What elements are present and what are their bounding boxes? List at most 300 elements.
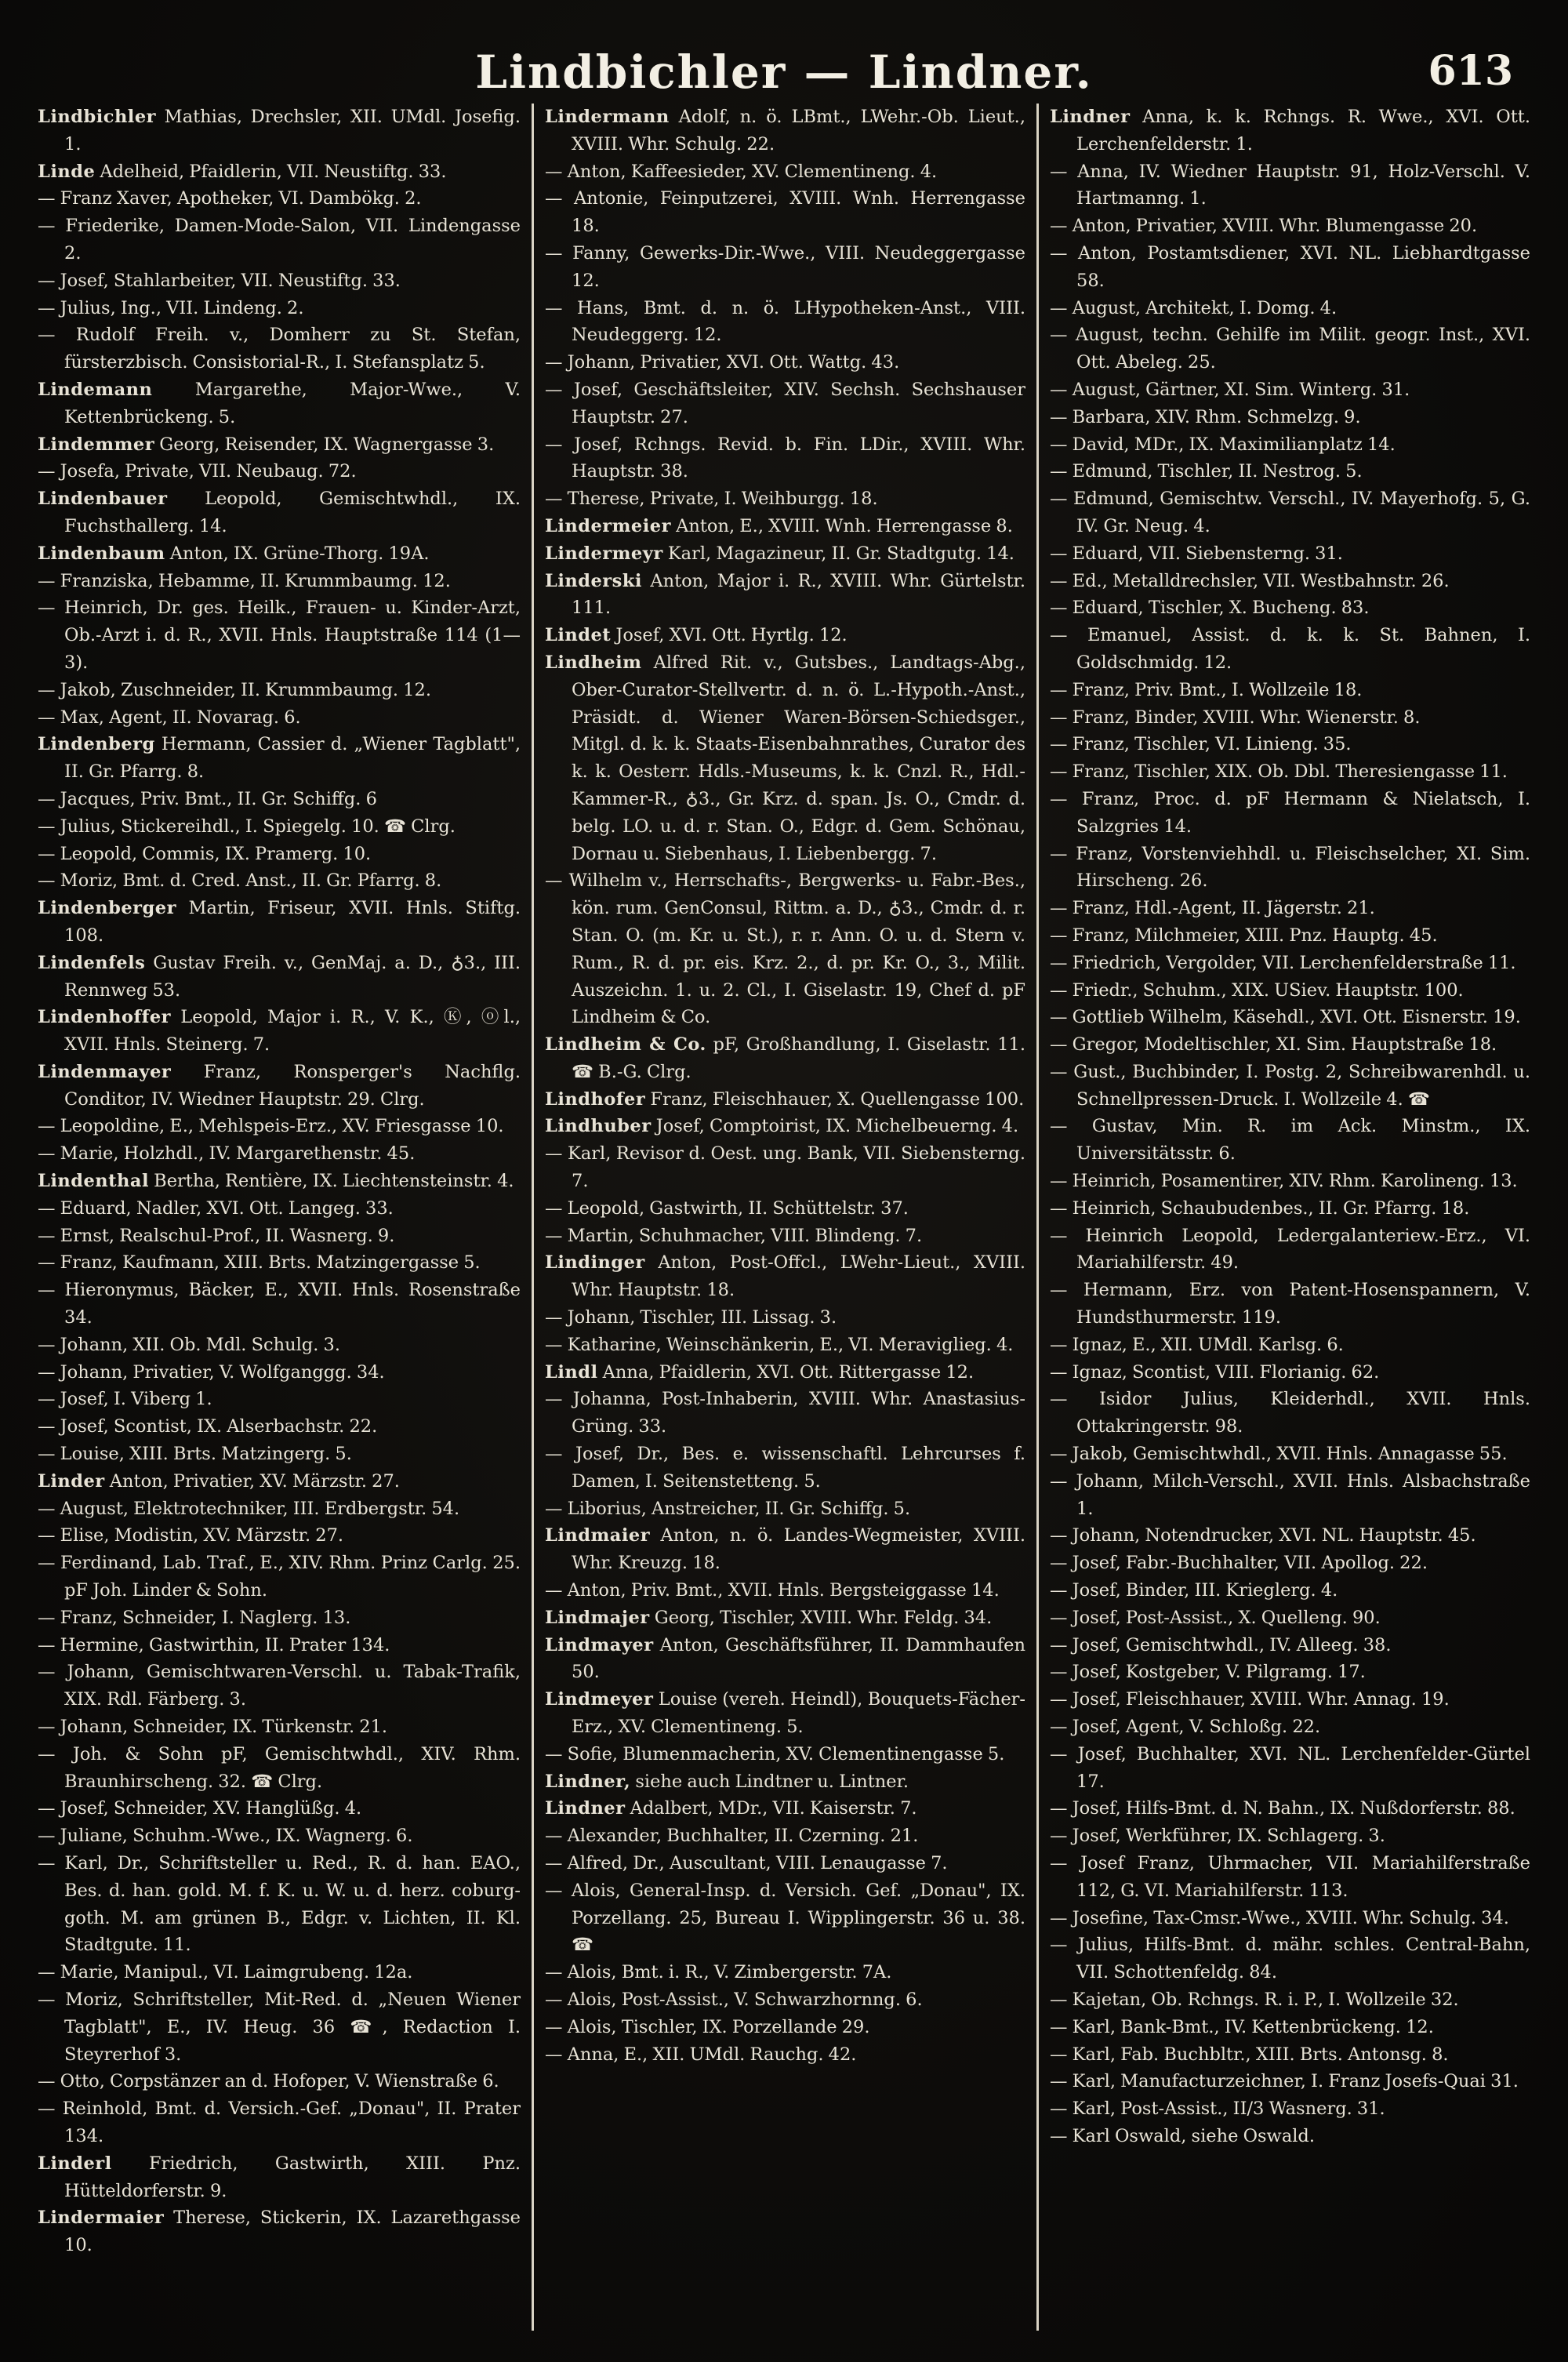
entry-dash: — xyxy=(38,1607,56,1628)
entry-dash: — xyxy=(1050,1197,1068,1219)
entry-details: Anna, E., XII. UMdl. Rauchg. 42. xyxy=(562,2044,857,2065)
entry-dash: — xyxy=(1050,679,1068,700)
entry-dash: — xyxy=(1050,570,1068,591)
directory-entry xyxy=(1050,786,1530,841)
directory-entry xyxy=(545,867,1025,1031)
entry-dash: — xyxy=(1050,1007,1068,1028)
directory-entry xyxy=(545,1577,1025,1604)
entry-details: Gustav, Min. R. im Ack. Minstm., IX. Universitätsstr. 6. xyxy=(1067,1116,1530,1165)
directory-entry xyxy=(1050,1604,1530,1632)
entry-details: Franziska, Hebamme, II. Krummbaumg. 12. xyxy=(55,570,451,591)
entry-details: Fanny, Gewerks-Dir.-Wwe., VIII. Neudeggergasse 12. xyxy=(562,242,1025,291)
entry-dash: — xyxy=(545,489,563,510)
entry-dash: — xyxy=(545,161,563,182)
entry-dash: — xyxy=(1050,297,1068,318)
entry-details: David, MDr., IX. Maximilianplatz 14. xyxy=(1067,434,1396,455)
directory-entry xyxy=(38,1386,521,1413)
directory-entry xyxy=(545,1522,1025,1577)
entry-details: Kajetan, Ob. Rchngs. R. i. P., I. Wollzeile 32. xyxy=(1067,1989,1459,2010)
entry-details: Josef Franz, Uhrmacher, VII. Mariahilferstraße 112, G. VI. Mariahilferstr. 113. xyxy=(1067,1853,1530,1901)
entry-dash: — xyxy=(545,1197,563,1219)
directory-entry xyxy=(545,568,1025,623)
entry-details: Karl, Dr., Schriftsteller u. Red., R. d. han. EAO., Bes. d. han. gold. M. f. K. u. W. u. d. herz. coburg-goth. M. am grünen B., Edgr. v. Lichten, II. Kl. Stadtgute. 11. xyxy=(55,1853,521,1956)
entry-surname: Lindbichler xyxy=(38,107,157,127)
entry-dash: — xyxy=(1050,625,1068,646)
entry-dash: — xyxy=(38,1853,56,1873)
entry-details: Antonie, Feinputzerei, XVIII. Wnh. Herrengasse 18. xyxy=(562,188,1025,237)
entry-details: Josef, Binder, III. Krieglerg. 4. xyxy=(1067,1580,1338,1601)
directory-entry xyxy=(38,458,521,485)
directory-entry xyxy=(38,431,521,459)
entry-details: Edmund, Gemischtw. Verschl., IV. Mayerhofg. 5, G. IV. Gr. Neug. 4. xyxy=(1067,489,1530,536)
directory-entry xyxy=(1050,295,1530,322)
directory-entry xyxy=(545,104,1025,158)
entry-surname: Lindinger xyxy=(545,1252,645,1274)
entry-dash: — xyxy=(38,1798,56,1819)
entry-surname: Lindenberger xyxy=(38,898,176,919)
directory-entry xyxy=(38,1059,521,1114)
entry-details: Gust., Buchbinder, I. Postg. 2, Schreibwarenhdl. u. Schnellpressen-Druck. I. Wollzeile 4. ☎ xyxy=(1067,1061,1530,1110)
directory-entry xyxy=(545,158,1025,186)
directory-entry xyxy=(545,1604,1025,1632)
entry-details: Jakob, Gemischtwhdl., XVII. Hnls. Annagasse 55. xyxy=(1067,1444,1508,1465)
directory-entry xyxy=(1050,1277,1530,1332)
directory-entry xyxy=(545,1332,1025,1359)
entry-dash: — xyxy=(545,242,563,263)
directory-entry xyxy=(38,1986,521,2068)
entry-details: Alois, Bmt. i. R., V. Zimbergerstr. 7A. xyxy=(562,1962,892,1983)
entry-dash: — xyxy=(1050,1280,1068,1301)
entry-dash: — xyxy=(38,1197,56,1219)
entry-details: Anton, Geschäftsführer, II. Dammhaufen 50. xyxy=(572,1634,1025,1683)
entry-dash: — xyxy=(38,216,56,237)
entry-details: Josef, Schneider, XV. Hanglüßg. 4. xyxy=(55,1798,362,1819)
entry-dash: — xyxy=(545,1580,563,1601)
directory-entry xyxy=(1050,1986,1530,2014)
directory-entry xyxy=(38,1604,521,1632)
entry-details: August, techn. Gehilfe im Milit. geogr. Inst., XVI. Ott. Abeleg. 25. xyxy=(1067,325,1530,373)
directory-entry xyxy=(545,1959,1025,1986)
entry-details: Friedrich, Gastwirth, XIII. Pnz. Hütteldorferstr. 9. xyxy=(64,2153,521,2201)
directory-entry xyxy=(545,431,1025,486)
entry-details: August, Elektrotechniker, III. Erdbergstr. 54. xyxy=(55,1498,460,1519)
directory-entry xyxy=(38,1959,521,1986)
entry-details: Julius, Ing., VII. Lindeng. 2. xyxy=(55,297,304,318)
entry-details: Leopold, Major i. R., V. K., Ⓚ, ⓞl., XVII. Hnls. Steinerg. 7. xyxy=(64,1007,521,1056)
directory-entry xyxy=(1050,2041,1530,2069)
entry-dash: — xyxy=(545,1989,563,2010)
entry-dash: — xyxy=(1050,1171,1068,1192)
entry-details: Karl Oswald, siehe Oswald. xyxy=(1067,2125,1315,2146)
entry-details: Barbara, XIV. Rhm. Schmelzg. 9. xyxy=(1067,406,1361,427)
column-right xyxy=(1036,104,1541,2331)
directory-entry xyxy=(1050,1822,1530,1850)
directory-entry xyxy=(38,1113,521,1140)
directory-entry xyxy=(38,731,521,786)
entry-details: Josef, Stahlarbeiter, VII. Neustiftg. 33. xyxy=(55,270,401,291)
entry-details: Leopold, Commis, IX. Pramerg. 10. xyxy=(55,843,372,864)
entry-dash: — xyxy=(38,570,56,591)
entry-details: Friedrich, Vergolder, VII. Lerchenfelderstraße 11. xyxy=(1067,952,1516,973)
entry-details: Elise, Modistin, XV. Märzstr. 27. xyxy=(55,1525,344,1546)
entry-details: Leopold, Gastwirth, II. Schüttelstr. 37. xyxy=(562,1197,909,1219)
directory-entry xyxy=(545,649,1025,867)
directory-entry xyxy=(38,677,521,704)
entry-dash: — xyxy=(38,1634,56,1655)
directory-entry xyxy=(38,1332,521,1359)
entry-details: Josef, Rchngs. Revid. b. Fin. LDir., XVIII. Whr. Hauptstr. 38. xyxy=(562,434,1025,482)
directory-entry xyxy=(1050,2123,1530,2150)
entry-details: Josef, Gemischtwhdl., IV. Alleeg. 38. xyxy=(1067,1634,1392,1655)
entry-dash: — xyxy=(38,1444,56,1465)
entry-dash: — xyxy=(38,870,56,892)
entry-dash: — xyxy=(38,297,56,318)
entry-details: Wilhelm v., Herrschafts-, Bergwerks- u. Fabr.-Bes., kön. rum. GenConsul, Rittm. a. D., ♁3., Cmdr. d. r. Stan. O. (m. Kr. u. St.), r. r. Ann. O. u. d. Stern v. Rum., R. d. pr. eis. Krz. 2., d. pr. Kr. O., 3., Milit. Auszeichn. 1. u. 2. Cl., I. Giselastr. 19, Chef d. pF Lindheim & Co. xyxy=(562,870,1025,1028)
directory-entry xyxy=(1050,1332,1530,1359)
entry-dash: — xyxy=(1050,1717,1068,1738)
entry-details: Ernst, Realschul-Prof., II. Wasnerg. 9. xyxy=(55,1225,395,1246)
page-number: 613 xyxy=(1428,47,1513,95)
entry-details: Eduard, Nadler, XVI. Ott. Langeg. 33. xyxy=(55,1197,394,1219)
entry-dash: — xyxy=(545,1444,563,1465)
entry-dash: — xyxy=(545,188,563,209)
entry-surname: Lindner xyxy=(545,1798,626,1819)
entry-details: Franz Xaver, Apotheker, VI. Dambökg. 2. xyxy=(55,188,422,209)
directory-entry xyxy=(38,1359,521,1386)
entry-dash: — xyxy=(38,1225,56,1246)
entry-details: Hermine, Gastwirthin, II. Prater 134. xyxy=(55,1634,390,1655)
entry-surname: Lindmaier xyxy=(545,1525,651,1546)
entry-dash: — xyxy=(38,1553,56,1574)
entry-details: Friederike, Damen-Mode-Salon, VII. Lindengasse 2. xyxy=(55,216,521,263)
entry-details: Anton, Postamtsdiener, XVI. NL. Liebhardtgasse 58. xyxy=(1067,242,1530,291)
entry-dash: — xyxy=(545,1143,563,1165)
entry-details: Alfred Rit. v., Gutsbes., Landtags-Abg., Ober-Curator-Stellvertr. d. n. ö. L.-Hypoth.-Anst., Präsidt. d. Wiener Waren-Börsen-Schiedsger., Mitgl. d. k. k. Staats-Eisenbahnrathes, Curator des k. k. Oesterr. Hdls.-Museums, k. k. Cnzl. R., Hdl.-Kammer-R., ♁3., Gr. Krz. d. span. Js. O., Cmdr. d. belg. LO. u. d. r. Stan. O., Edgr. d. Gem. Schönau, Dornau u. Siebenhaus, I. Liebenbergg. 7. xyxy=(572,652,1025,864)
entry-dash: — xyxy=(1050,242,1068,263)
entry-details: Anna, Pfaidlerin, XVI. Ott. Rittergasse 12. xyxy=(597,1361,975,1383)
directory-entry xyxy=(1050,977,1530,1005)
directory-entry xyxy=(545,1195,1025,1223)
directory-entry xyxy=(545,1741,1025,1768)
entry-details: Juliane, Schuhm.-Wwe., IX. Wagnerg. 6. xyxy=(55,1826,413,1847)
entry-details: Anton, E., XVIII. Wnh. Herrengasse 8. xyxy=(670,515,1013,536)
entry-dash: — xyxy=(1050,788,1068,809)
entry-dash: — xyxy=(1050,925,1068,946)
directory-entry xyxy=(38,376,521,431)
entry-details: Anton, Privatier, XVIII. Whr. Blumengasse 20. xyxy=(1067,216,1478,237)
entry-details: Sofie, Blumenmacherin, XV. Clementinengasse 5. xyxy=(562,1743,1005,1764)
entry-dash: — xyxy=(1050,2016,1068,2037)
entry-surname: Lindner, xyxy=(545,1771,631,1792)
directory-entry xyxy=(1050,431,1530,459)
entry-details: August, Gärtner, XI. Sim. Winterg. 31. xyxy=(1067,379,1410,400)
entry-dash: — xyxy=(1050,1444,1068,1465)
directory-entry xyxy=(545,376,1025,431)
entry-details: Alois, General-Insp. d. Versich. Gef. „Donau", IX. Porzellang. 25, Bureau I. Wipplingerstr. 36 u. 38. ☎ xyxy=(562,1880,1025,1956)
entry-dash: — xyxy=(1050,1225,1068,1246)
entry-dash: — xyxy=(1050,1935,1068,1956)
entry-details: Alois, Tischler, IX. Porzellande 29. xyxy=(562,2016,870,2037)
directory-entry xyxy=(545,1495,1025,1523)
entry-surname: Lindenmayer xyxy=(38,1061,172,1082)
entry-dash: — xyxy=(1050,325,1068,346)
directory-entry xyxy=(38,185,521,213)
entry-dash: — xyxy=(38,1334,56,1355)
entry-details: Mathias, Drechsler, XII. UMdl. Josefig. 1. xyxy=(64,107,521,154)
entry-dash: — xyxy=(1050,898,1068,919)
entry-dash: — xyxy=(1050,216,1068,237)
directory-entry xyxy=(1050,677,1530,704)
entry-details: Karl, Manufacturzeichner, I. Franz Josefs-Quai 31. xyxy=(1067,2071,1519,2092)
entry-details: Hans, Bmt. d. n. ö. LHypotheken-Anst., VIII. Neudeggerg. 12. xyxy=(562,297,1025,346)
entry-surname: Linderl xyxy=(38,2153,112,2174)
entry-surname: Lindl xyxy=(545,1361,598,1383)
directory-entry xyxy=(1050,950,1530,977)
entry-dash: — xyxy=(38,1280,56,1301)
entry-details: Franz, Proc. d. pF Hermann & Nielatsch, I. Salzgries 14. xyxy=(1067,788,1530,837)
entry-details: Anton, Kaffeesieder, XV. Clementineng. 4. xyxy=(562,161,938,182)
directory-entry xyxy=(1050,1741,1530,1796)
entry-details: Leopoldine, E., Mehlspeis-Erz., XV. Friesgasse 10. xyxy=(55,1116,504,1137)
directory-entry xyxy=(38,1522,521,1550)
directory-entry xyxy=(545,1140,1025,1195)
entry-details: Georg, Tischler, XVIII. Whr. Feldg. 34. xyxy=(649,1607,993,1628)
directory-entry xyxy=(1050,2095,1530,2123)
entry-dash: — xyxy=(1050,734,1068,755)
directory-entry xyxy=(1050,213,1530,240)
directory-entry xyxy=(1050,404,1530,431)
entry-details: Karl, Magazineur, II. Gr. Stadtgutg. 14. xyxy=(662,543,1014,564)
entry-dash: — xyxy=(38,1525,56,1546)
entry-details: Max, Agent, II. Novarag. 6. xyxy=(55,707,301,728)
directory-entry xyxy=(38,104,521,158)
directory-entry xyxy=(1050,1168,1530,1195)
entry-details: Josefa, Private, VII. Neubaug. 72. xyxy=(55,461,357,482)
entry-details: Josef, Fabr.-Buchhalter, VII. Apollog. 22. xyxy=(1067,1553,1428,1574)
directory-entry xyxy=(38,295,521,322)
entry-details: Franz, Priv. Bmt., I. Wollzeile 18. xyxy=(1067,679,1363,700)
directory-entry xyxy=(38,1168,521,1195)
entry-surname: Lindheim xyxy=(545,652,642,673)
directory-entry xyxy=(38,1659,521,1713)
entry-details: Bertha, Rentière, IX. Liechtensteinstr. 4. xyxy=(149,1171,514,1192)
directory-entry xyxy=(38,1822,521,1850)
directory-entry xyxy=(38,1249,521,1277)
directory-entry xyxy=(1050,622,1530,677)
entry-dash: — xyxy=(1050,379,1068,400)
entry-details: Karl, Revisor d. Oest. ung. Bank, VII. Siebensterng. 7. xyxy=(562,1143,1025,1192)
entry-dash: — xyxy=(38,816,56,837)
directory-entry xyxy=(38,813,521,841)
entry-details: Joh. & Sohn pF, Gemischtwhdl., XIV. Rhm. Braunhirscheng. 32. ☎ Clrg. xyxy=(55,1743,521,1792)
entry-dash: — xyxy=(38,188,56,209)
entry-details: Leopold, Gemischtwhdl., IX. Fuchsthallerg. 14. xyxy=(64,489,521,536)
entry-details: Ignaz, Scontist, VIII. Florianig. 62. xyxy=(1067,1361,1380,1383)
entry-dash: — xyxy=(1050,1826,1068,1847)
entry-details: Josef, XVI. Ott. Hyrtlg. 12. xyxy=(611,625,848,646)
entry-details: Johanna, Post-Inhaberin, XVIII. Whr. Anastasius-Grüng. 33. xyxy=(562,1389,1025,1437)
entry-dash: — xyxy=(1050,761,1068,783)
entry-details: Anton, Priv. Bmt., XVII. Hnls. Bergsteiggasse 14. xyxy=(562,1580,1000,1601)
directory-entry xyxy=(545,1768,1025,1796)
entry-dash: — xyxy=(1050,434,1068,455)
directory-entry xyxy=(545,1386,1025,1441)
directory-entry xyxy=(1050,2068,1530,2095)
entry-details: Josefine, Tax-Cmsr.-Wwe., XVIII. Whr. Schulg. 34. xyxy=(1067,1907,1509,1928)
directory-entry xyxy=(38,867,521,895)
entry-details: Ed., Metalldrechsler, VII. Westbahnstr. 26. xyxy=(1067,570,1450,591)
directory-entry xyxy=(545,1686,1025,1741)
entry-dash: — xyxy=(1050,1907,1068,1928)
entry-surname: Lindenthal xyxy=(38,1171,150,1192)
entry-surname: Lindermeier xyxy=(545,515,671,536)
entry-details: Alfred, Dr., Auscultant, VIII. Lenaugasse 7. xyxy=(562,1853,948,1873)
entry-details: Louise, XIII. Brts. Matzingerg. 5. xyxy=(55,1444,352,1465)
entry-dash: — xyxy=(545,434,563,455)
entry-dash: — xyxy=(1050,2044,1068,2065)
entry-details: Franz, Tischler, VI. Linieng. 35. xyxy=(1067,734,1352,755)
entry-details: Karl, Fab. Buchbltr., XIII. Brts. Antonsg. 8. xyxy=(1067,2044,1449,2065)
directory-entry xyxy=(545,513,1025,540)
entry-surname: Linderski xyxy=(545,570,642,591)
entry-details: Liborius, Anstreicher, II. Gr. Schiffg. 5. xyxy=(562,1498,911,1519)
entry-surname: Lindet xyxy=(545,625,612,646)
entry-surname: Lindemmer xyxy=(38,434,155,455)
entry-dash: — xyxy=(545,297,563,318)
entry-dash: — xyxy=(38,1662,56,1683)
directory-entry xyxy=(38,1713,521,1741)
directory-entry xyxy=(38,1441,521,1468)
entry-dash: — xyxy=(1050,1389,1068,1410)
entry-details: Ignaz, E., XII. UMdl. Karlsg. 6. xyxy=(1067,1334,1344,1355)
entry-details: Johann, Schneider, IX. Türkenstr. 21. xyxy=(55,1717,388,1738)
directory-entry xyxy=(545,1822,1025,1850)
directory-entry xyxy=(1050,1441,1530,1468)
directory-entry xyxy=(1050,540,1530,568)
directory-entry xyxy=(1050,758,1530,786)
entry-dash: — xyxy=(1050,2099,1068,2120)
directory-entry xyxy=(38,2068,521,2095)
directory-entry xyxy=(38,158,521,186)
directory-entry xyxy=(1050,568,1530,595)
directory-entry xyxy=(1050,731,1530,758)
entry-details: Otto, Corpstänzer an d. Hofoper, V. Wienstraße 6. xyxy=(55,2071,499,2092)
entry-dash: — xyxy=(38,1498,56,1519)
entry-details: August, Architekt, I. Domg. 4. xyxy=(1067,297,1338,318)
directory-entry xyxy=(1050,2014,1530,2041)
entry-details: Reinhold, Bmt. d. Versich.-Gef. „Donau", II. Prater 134. xyxy=(55,2099,521,2146)
entry-details: Johann, Tischler, III. Lissag. 3. xyxy=(562,1307,837,1328)
directory-entry xyxy=(1050,322,1530,376)
entry-surname: Lindhuber xyxy=(545,1116,652,1137)
entry-dash: — xyxy=(1050,2125,1068,2146)
entry-surname: Linde xyxy=(38,161,96,182)
entry-details: Josef, Dr., Bes. e. wissenschaftl. Lehrcurses f. Damen, I. Seitenstetteng. 5. xyxy=(562,1444,1025,1492)
entry-details: Johann, Milch-Verschl., XVII. Hnls. Alsbachstraße 1. xyxy=(1067,1470,1530,1519)
entry-details: Hermann, Cassier d. „Wiener Tagblatt", II. Gr. Pfarrg. 8. xyxy=(64,734,521,783)
entry-details: Katharine, Weinschänkerin, E., VI. Meraviglieg. 4. xyxy=(562,1334,1014,1355)
entry-dash: — xyxy=(1050,1662,1068,1683)
entry-details: Anton, Post-Offcl., LWehr-Lieut., XVIII. Whr. Hauptstr. 18. xyxy=(572,1252,1025,1301)
directory-entry xyxy=(1050,594,1530,622)
entry-surname: Lindermeyr xyxy=(545,543,663,564)
entry-dash: — xyxy=(1050,707,1068,728)
directory-entry xyxy=(38,2095,521,2150)
entry-details: Alexander, Buchhalter, II. Czerning. 21. xyxy=(562,1826,919,1847)
entry-details: Emanuel, Assist. d. k. k. St. Bahnen, I. Goldschmidg. 12. xyxy=(1067,625,1530,673)
entry-dash: — xyxy=(545,2016,563,2037)
entry-dash: — xyxy=(38,598,56,619)
directory-entry xyxy=(545,1877,1025,1959)
entry-details: Franz, Milchmeier, XIII. Pnz. Hauptg. 45. xyxy=(1067,925,1438,946)
entry-surname: Lindheim & Co. xyxy=(545,1034,706,1056)
entry-details: Anna, IV. Wiedner Hauptstr. 91, Holz-Verschl. V. Hartmanng. 1. xyxy=(1067,161,1530,209)
directory-entry xyxy=(38,485,521,540)
entry-surname: Lindermaier xyxy=(38,2208,165,2229)
entry-dash: — xyxy=(1050,489,1068,510)
directory-entry xyxy=(1050,1659,1530,1686)
entry-details: Josef, Fleischhauer, XVIII. Whr. Annag. 19. xyxy=(1067,1689,1450,1710)
entry-details: Franz, Kaufmann, XIII. Brts. Matzingergasse 5. xyxy=(55,1252,481,1274)
entry-dash: — xyxy=(1050,1989,1068,2010)
entry-dash: — xyxy=(545,1389,563,1410)
entry-details: Heinrich, Posamentirer, XIV. Rhm. Karolineng. 13. xyxy=(1067,1171,1518,1192)
entry-details: Adolf, n. ö. LBmt., LWehr.-Ob. Lieut., XVIII. Whr. Schulg. 22. xyxy=(572,107,1025,154)
entry-dash: — xyxy=(38,1116,56,1137)
entry-dash: — xyxy=(545,1743,563,1764)
entry-dash: — xyxy=(1050,1116,1068,1137)
entry-details: Anna, k. k. Rchngs. R. Wwe., XVI. Ott. Lerchenfelderstr. 1. xyxy=(1076,107,1530,154)
entry-dash: — xyxy=(1050,1361,1068,1383)
entry-details: Josef, Geschäftsleiter, XIV. Sechsh. Sechshauser Hauptstr. 27. xyxy=(562,379,1025,427)
entry-dash: — xyxy=(38,843,56,864)
entry-details: Gustav Freih. v., GenMaj. a. D., ♁3., III. Rennweg 53. xyxy=(64,952,521,1001)
entry-dash: — xyxy=(38,461,56,482)
entry-surname: Lindermann xyxy=(545,107,670,127)
entry-details: Johann, XII. Ob. Mdl. Schulg. 3. xyxy=(55,1334,340,1355)
directory-entry xyxy=(38,1495,521,1523)
entry-details: Moriz, Bmt. d. Cred. Anst., II. Gr. Pfarrg. 8. xyxy=(55,870,442,892)
entry-dash: — xyxy=(545,2044,563,2065)
directory-entry xyxy=(1050,1031,1530,1059)
entry-details: Edmund, Tischler, II. Nestrog. 5. xyxy=(1067,461,1363,482)
entry-details: Josef, Buchhalter, XVI. NL. Lerchenfelder-Gürtel 17. xyxy=(1067,1743,1530,1792)
directory-entry xyxy=(38,267,521,295)
entry-details: Adelheid, Pfaidlerin, VII. Neustiftg. 33. xyxy=(95,161,447,182)
directory-entry xyxy=(1050,841,1530,896)
column-middle xyxy=(532,104,1036,2331)
entry-dash: — xyxy=(38,270,56,291)
entry-details: Therese, Private, I. Weihburgg. 18. xyxy=(562,489,878,510)
entry-dash: — xyxy=(1050,1334,1068,1355)
entry-dash: — xyxy=(545,1880,563,1901)
entry-details: Hieronymus, Bäcker, E., XVII. Hnls. Rosenstraße 34. xyxy=(55,1280,521,1328)
entry-dash: — xyxy=(38,1252,56,1274)
directory-entry xyxy=(1050,704,1530,732)
directory-entry xyxy=(545,1795,1025,1822)
directory-entry xyxy=(545,349,1025,376)
entry-details: Heinrich, Schaubudenbes., II. Gr. Pfarrg. 18. xyxy=(1067,1197,1470,1219)
entry-dash: — xyxy=(545,1307,563,1328)
directory-entry xyxy=(38,1850,521,1959)
entry-details: Gregor, Modeltischler, XI. Sim. Hauptstraße 18. xyxy=(1067,1034,1497,1056)
entry-dash: — xyxy=(1050,1607,1068,1628)
entry-details: Gottlieb Wilhelm, Käsehdl., XVI. Ott. Eisnerstr. 19. xyxy=(1067,1007,1521,1028)
entry-surname: Linder xyxy=(38,1470,105,1492)
directory-entry xyxy=(545,485,1025,513)
entry-details: Georg, Reisender, IX. Wagnergasse 3. xyxy=(154,434,495,455)
entry-details: Friedr., Schuhm., XIX. USiev. Hauptstr. 100. xyxy=(1067,979,1464,1001)
